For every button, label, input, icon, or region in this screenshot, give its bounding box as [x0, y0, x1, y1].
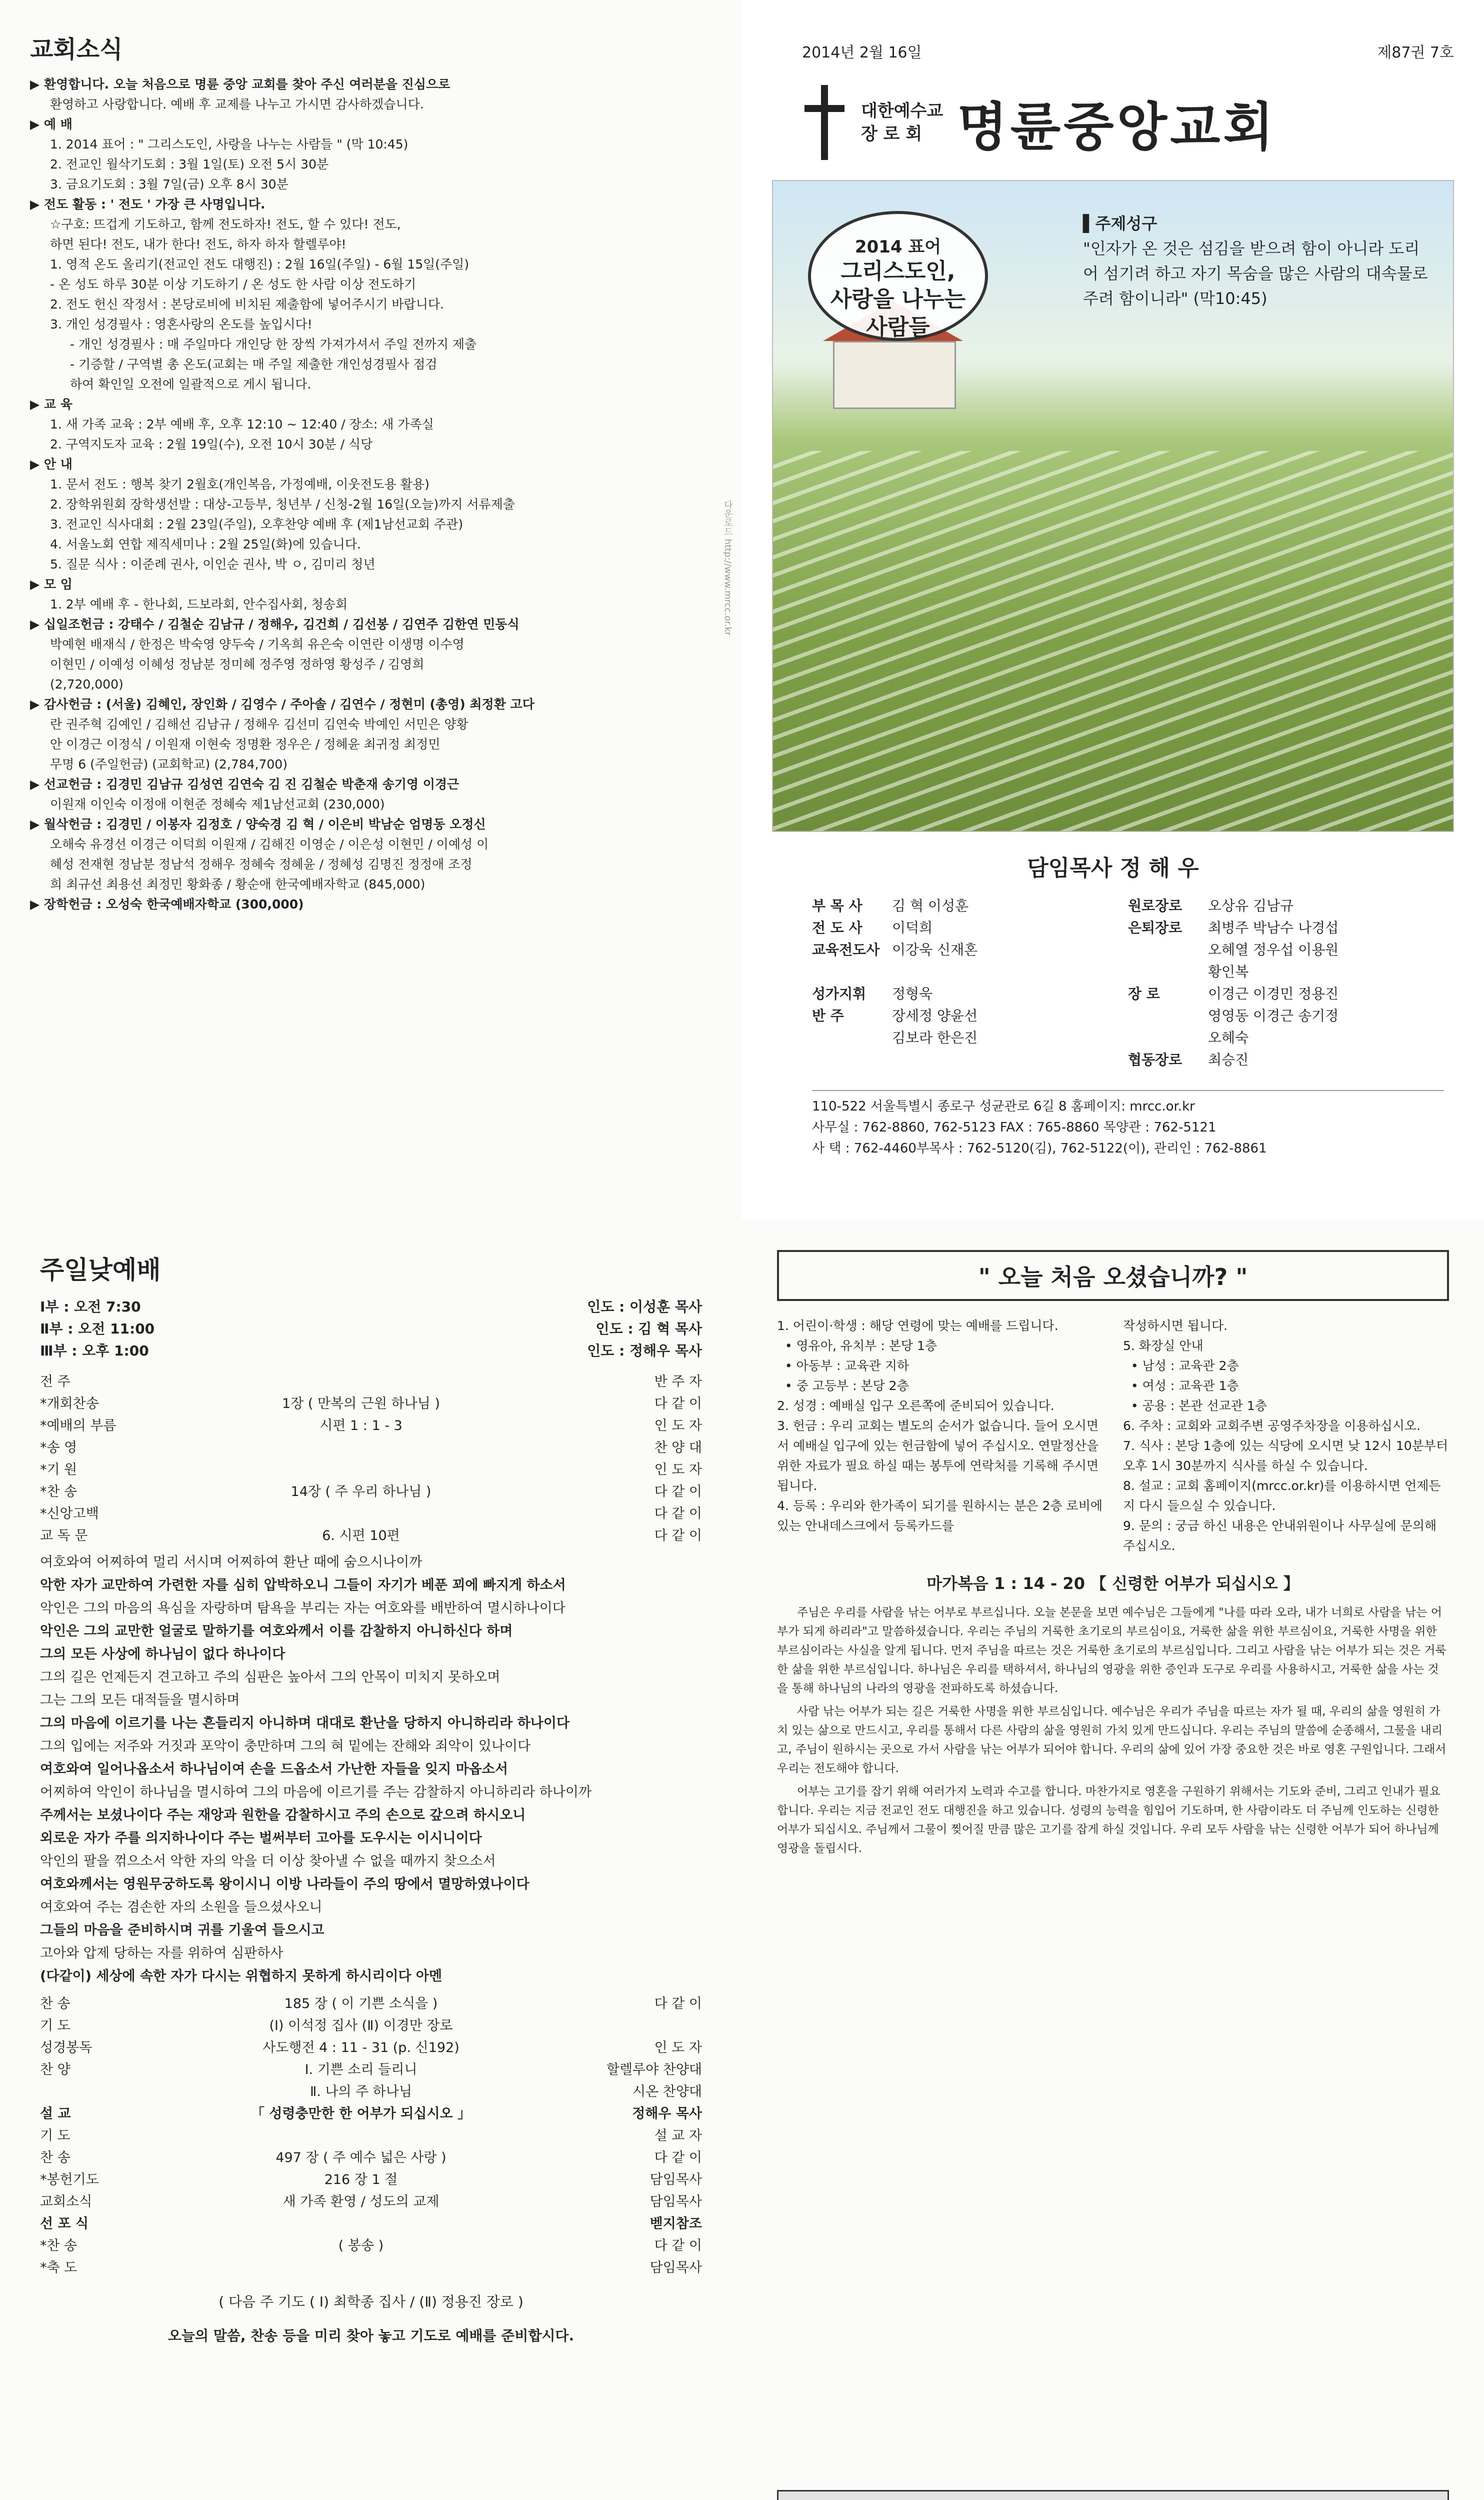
order-item: 선 포 식	[40, 2216, 89, 2232]
service-time: Ⅰ부 : 오전 7:30	[40, 1298, 141, 1315]
service-time: Ⅲ부 : 오후 1:00	[40, 1342, 149, 1359]
guide-item: 2. 성경 : 예배실 입구 오른쪽에 준비되어 있습니다.	[777, 1398, 1054, 1413]
section-title: 주일낮예배	[40, 1256, 161, 1284]
news-line: 박예현 배재식 / 한정은 박숙영 양두숙 / 기옥희 유은숙 이연란 이생명 이수영	[50, 637, 464, 652]
order-of-worship-2	[40, 1993, 702, 2279]
service-time-row	[40, 1296, 702, 1318]
reading-line: 그의 길은 언제든지 견고하고 주의 심판은 높아서 그의 안목이 미치지 못하오며	[40, 1670, 500, 1685]
order-item: *신앙고백	[40, 1506, 99, 1522]
order-row	[40, 2059, 702, 2081]
order-item: 찬 송	[40, 1996, 70, 2012]
order-row	[40, 1503, 702, 1525]
staff-row	[812, 983, 1444, 1005]
news-line: ☆구호: 뜨겁게 기도하고, 함께 전도하자! 전도, 할 수 있다! 전도,	[50, 217, 401, 232]
staff-role: 반 주	[812, 1008, 844, 1024]
section-title: 교회소식	[30, 36, 123, 64]
senior-pastor: 담임목사 정 해 우	[1027, 856, 1199, 881]
motto-badge: 2014 표어 그리스도인, 사랑을 나누는 사람들	[808, 211, 988, 341]
order-row	[40, 2257, 702, 2279]
order-leader: 찬 양 대	[654, 1440, 702, 1456]
guide-item: • 아동부 : 교육관 지하	[777, 1358, 910, 1373]
church-header	[802, 80, 1454, 165]
order-leader: 정해우 목사	[632, 2106, 702, 2122]
news-line: 1. 2부 예배 후 - 한나회, 드보라회, 안수집사회, 청송회	[50, 597, 348, 612]
next-prayer: ( 다음 주 기도 ( Ⅰ) 최학종 집사 / (Ⅱ) 정용진 장로 )	[218, 2294, 524, 2310]
order-detail: Ⅰ. 기쁜 소리 들리니	[304, 2062, 418, 2078]
staff-names: 이덕희	[892, 920, 933, 936]
staff-role	[812, 961, 892, 983]
order-item: *송 영	[40, 1440, 78, 1456]
news-line: ▶ 환영합니다. 오늘 처음으로 명륜 중앙 교회를 찾아 주신 여러분을 진심으로	[30, 77, 450, 92]
order-detail: 1장 ( 만복의 근원 하나님 )	[282, 1396, 440, 1412]
news-line: 1. 문서 전도 : 행복 찾기 2월호(개인복음, 가정예배, 이웃전도용 활용)	[50, 477, 430, 492]
cross-logo-icon	[802, 85, 847, 160]
denomination: 대한예수교 장 로 회	[861, 101, 944, 144]
news-line: 혜성 전재현 정남분 정남석 정해우 정혜숙 정혜윤 / 정혜성 김명진 정정애 조정	[50, 857, 472, 872]
sermon-paragraph: 어부는 고기를 잡기 위해 여러가지 노력과 수고를 합니다. 마찬가지로 영혼을 구원하기 위해서는 기도와 준비, 그리고 인내가 필요합니다. 우리는 지금 전교인 전도 대행진을 하고 있습니다. 성령의 능력을 힘입어 기도하며, 한 사람이라도 더 주님께 인도하는 신령한 어부가 되십시오. 주님께서 그물이 찢어질 만큼 많은 고기를 잡게 하실 것입니다. 우리 모두 사람을 낚는 신령한 어부가 되어 하나님께 영광을 돌립시다.	[777, 1785, 1440, 1855]
news-line: ▶ 장학헌금 : 오성숙 한국예배자학교 (300,000)	[30, 897, 304, 912]
order-leader: 인 도 자	[654, 1462, 702, 1478]
order-detail	[150, 2257, 572, 2279]
order-item: *찬 송	[40, 2238, 78, 2254]
order-leader: 다 같 이	[654, 2238, 702, 2254]
order-row	[40, 2015, 702, 2037]
staff-names: 최승진	[1208, 1052, 1249, 1068]
staff-row	[812, 1049, 1444, 1071]
order-leader: 담임목사	[650, 2260, 702, 2276]
reading-line: 악인은 그의 마음의 욕심을 자랑하며 탐욕을 부리는 자는 여호와를 배반하여 멸시하나이다	[40, 1600, 566, 1616]
order-detail	[150, 1503, 572, 1525]
order-of-worship	[40, 1371, 702, 1547]
news-line: 하면 된다! 전도, 내가 한다! 전도, 하자 하자 할렐루야!	[50, 237, 346, 252]
staff-names: 김 혁 이성훈	[892, 898, 969, 914]
news-line: 란 권주혁 김예인 / 김해선 김남규 / 정해우 김선미 김연숙 박예인 서민은 양황	[50, 717, 468, 732]
guide-item: • 공용 : 본관 선교관 1층	[1123, 1398, 1267, 1413]
order-detail: 새 가족 환영 / 성도의 교제	[282, 2194, 440, 2210]
guide-item: 4. 등록 : 우리와 한가족이 되기를 원하시는 분은 2층 로비에 있는 안내데스크에서 등록카드를	[777, 1498, 1106, 1533]
order-item: *축 도	[40, 2260, 78, 2276]
order-row	[40, 2081, 702, 2103]
bulletin-issue: 제87권 7호	[1377, 44, 1454, 62]
service-leader: 인도 : 정해우 목사	[587, 1342, 702, 1359]
reading-line: 여호와여 일어나옵소서 하나님이여 손을 드옵소서 가난한 자들을 잊지 마옵소서	[40, 1762, 508, 1777]
guide-item: • 남성 : 교육관 2층	[1123, 1358, 1239, 1373]
order-item: 성경봉독	[40, 2040, 92, 2056]
order-detail: 시편 1 : 1 - 3	[320, 1418, 402, 1434]
news-line: ▶ 예 배	[30, 117, 72, 132]
reading-line: 악인은 그의 교만한 얼굴로 말하기를 여호와께서 이를 감찰하지 아니하신다 하며	[40, 1624, 513, 1639]
church-address: 110-522 서울특별시 종로구 성균관로 6길 8 홈페이지: mrcc.or.kr 사무실 : 762-8860, 762-5123 FAX : 765-8860 목양관 : 762-5121 사 택 : 762-4460부목사 : 762-5120(김), 762-5122(이), 관리인 : 762-8861	[812, 1090, 1444, 1159]
order-leader: 담임목사	[650, 2172, 702, 2188]
order-row	[40, 2037, 702, 2059]
staff-names: 오혜숙	[1208, 1030, 1249, 1046]
news-line: ▶ 감사헌금 : (서울) 김혜인, 장인화 / 김영수 / 주아솔 / 김연수 / 정현미 (총영) 최정환 고다	[30, 697, 534, 712]
order-detail: 216 장 1 절	[324, 2172, 398, 2188]
reading-line: 여호와여 주는 겸손한 자의 소원을 들으셨사오니	[40, 1900, 322, 1915]
order-detail: 185 장 ( 이 기쁜 소식을 )	[284, 1996, 438, 2012]
staff-row	[812, 895, 1444, 917]
theme-verse: ▌주제성구 "인자가 온 것은 섬김을 받으려 함이 아니라 도리어 섬기려 하고 자기 목숨을 많은 사람의 대속물로 주려 함이니라" (막10:45)	[1083, 214, 1428, 308]
news-line: 이원재 이인숙 이정애 이현준 정혜숙 제1남선교회 (230,000)	[50, 797, 385, 812]
order-item: 교 독 문	[40, 1528, 88, 1544]
news-line: 1. 새 가족 교육 : 2부 예배 후, 오후 12:10 ~ 12:40 / 장소: 새 가족실	[50, 417, 434, 432]
order-detail: Ⅱ. 나의 주 하나님	[310, 2084, 412, 2100]
order-detail: 사도행전 4 : 11 - 31 (p. 신192)	[262, 2040, 460, 2056]
order-detail: ( 봉송 )	[338, 2238, 384, 2254]
staff-names: 오혜열 정우섭 이용원	[1208, 942, 1339, 958]
order-detail	[150, 2213, 572, 2235]
order-item: *개회찬송	[40, 1396, 99, 1412]
sheep-flock-image	[773, 451, 1453, 831]
guide-item: • 여성 : 교육관 1층	[1123, 1378, 1239, 1393]
bulletin-cover	[742, 0, 1484, 1220]
news-line: 5. 질문 식사 : 이준례 권사, 이인순 권사, 박 ㅇ, 김미리 청년	[50, 557, 376, 572]
news-line: 1. 영적 온도 올리기(전교인 전도 대행진) : 2월 16일(주일) - 6월 15일(주일)	[50, 257, 470, 272]
service-time-row	[40, 1318, 702, 1340]
staff-role: 원로장로	[1128, 898, 1182, 914]
order-row	[40, 1371, 702, 1393]
news-line: 2. 구역지도자 교육 : 2월 19일(수), 오전 10시 30분 / 식당	[50, 437, 373, 452]
news-line: (2,720,000)	[50, 677, 124, 692]
guide-item: 8. 설교 : 교회 홈페이지(mrcc.or.kr)를 이용하시면 언제든지 다시 들으실 수 있습니다.	[1123, 1478, 1441, 1513]
reading-line: 그는 그의 모든 대적들을 멸시하며	[40, 1692, 240, 1708]
guide-item: 3. 헌금 : 우리 교회는 별도의 순서가 없습니다. 들어 오시면서 예배실 입구에 있는 헌금함에 넣어 주십시오. 연말정산을 위한 자료가 필요 하실 때는 봉투에 연락처를 기록해 주시면 됩니다.	[777, 1418, 1103, 1493]
order-leader: 다 같 이	[654, 1396, 702, 1412]
sunday-service-panel	[0, 1220, 742, 2470]
guide-item: • 영유아, 유치부 : 본당 1층	[777, 1338, 938, 1353]
order-leader: 다 같 이	[654, 2150, 702, 2166]
order-leader: 할렐루야 찬양대	[606, 2062, 702, 2078]
reading-line: 악한 자가 교만하여 가련한 자를 심히 압박하오니 그들이 자기가 베푼 꾀에 빠지게 하소서	[40, 1578, 566, 1593]
order-detail: 「 성령충만한 한 어부가 되십시오 」	[250, 2106, 472, 2122]
order-leader: 인 도 자	[654, 1418, 702, 1434]
missions-panel	[742, 2470, 1484, 2500]
sermon-paragraph: 주님은 우리를 사람을 낚는 어부로 부르십니다. 오늘 본문을 보면 예수님은 그들에게 "나를 따라 오라, 내가 너희로 사람을 낚는 어부가 되게 하리라"고 말씀하셨습니다. 우리는 주님의 거룩한 초기로의 부르심이요, 거룩한 삶을 위한 부르심이요, 거룩한 사명을 위한 부르심이라는 사실을 알게 됩니다. 먼저 주님을 따르는 것은 거룩한 초기로의 부르심입니다. 그리고 사람을 낚는 어부가 되는 것은 거룩한 삶을 위한 부르심입니다. 하나님은 우리를 택하셔서, 하나님의 영광을 위한 증인과 도구로 우리를 사용하시고, 거룩한 삶을 사는 것을 통해 하나님의 나라의 영광을 전파하도록 하셨습니다.	[777, 1606, 1446, 1695]
news-line: 1. 2014 표어 : " 그리스도인, 사랑을 나누는 사람들 " (막 10:45)	[50, 137, 408, 152]
service-times	[40, 1296, 702, 1362]
order-row	[40, 2103, 702, 2125]
news-line: 희 최규선 최용선 최정민 황화종 / 황순애 한국예배자학교 (845,000)	[50, 877, 426, 892]
responsive-reading	[40, 1552, 702, 1987]
reading-line: 어찌하여 악인이 하나님을 멸시하여 그의 마음에 이르기를 주는 감찰하지 아니하리라 하나이까	[40, 1784, 592, 1800]
staff-role: 협동장로	[1128, 1052, 1182, 1068]
bulletin-date: 2014년 2월 16일	[802, 44, 922, 62]
staff-names	[892, 961, 1128, 983]
news-line: ▶ 교 육	[30, 397, 72, 412]
staff-row	[812, 939, 1444, 961]
side-note: 다운로드 http://www.mrcc.or.kr	[722, 500, 733, 636]
order-item: 전 주	[40, 1374, 70, 1390]
staff-names: 정형욱	[892, 986, 933, 1002]
guide-item: 1. 어린이·학생 : 해당 연령에 맞는 예배를 드립니다.	[777, 1318, 1058, 1333]
staff-role	[1128, 939, 1208, 961]
news-line: ▶ 안 내	[30, 457, 72, 472]
order-leader: 담임목사	[650, 2194, 702, 2210]
news-list	[30, 74, 712, 914]
reading-line: 여호와께서는 영원무궁하도록 왕이시니 이방 나라들이 주의 땅에서 멸망하였나이다	[40, 1876, 530, 1892]
staff-row	[812, 1027, 1444, 1049]
guide-item: 9. 문의 : 궁금 하신 내용은 안내위원이나 사무실에 문의해 주십시오.	[1123, 1518, 1441, 1553]
staff-names: 김보라 한은진	[892, 1030, 978, 1046]
guide-col-left	[777, 1316, 1106, 1556]
order-row	[40, 1993, 702, 2015]
reading-line: 악인의 팔을 꺾으소서 악한 자의 악을 더 이상 찾아낼 수 없을 때까지 찾으소서	[40, 1854, 496, 1869]
order-row	[40, 2169, 702, 2191]
reading-line: 주께서는 보셨나이다 주는 재앙과 원한을 감찰하시고 주의 손으로 갚으려 하시오니	[40, 1808, 526, 1823]
news-line: ▶ 선교헌금 : 김경민 김남규 김성연 김연숙 김 진 김철순 박춘재 송기영 이경근	[30, 777, 460, 792]
cover-photo	[772, 180, 1454, 832]
prepare-note: 오늘의 말씀, 찬송 등을 미리 찾아 놓고 기도로 예배를 준비합시다.	[168, 2328, 574, 2344]
order-leader: 다 같 이	[654, 1506, 702, 1522]
staff-row	[812, 917, 1444, 939]
order-item: *예배의 부름	[40, 1418, 116, 1434]
staff-row	[812, 961, 1444, 983]
news-line: - 개인 성경필사 : 매 주일마다 개인당 한 장씩 가져가셔서 주일 전까지 제출	[70, 337, 477, 352]
news-line: 3. 개인 성경필사 : 영혼사랑의 온도를 높입시다!	[50, 317, 312, 332]
staff-role	[1128, 961, 1208, 983]
reading-line: 그의 모든 사상에 하나님이 없다 하나이다	[40, 1646, 286, 1662]
staff-role: 부 목 사	[812, 898, 862, 914]
order-row	[40, 2191, 702, 2213]
guide-item: 작성하시면 됩니다.	[1123, 1318, 1228, 1333]
order-detail	[150, 2125, 572, 2147]
news-line: ▶ 월삭헌금 : 김경민 / 이봉자 김정호 / 양숙경 김 혁 / 이은비 박남순 엄명동 오정신	[30, 817, 486, 832]
welcome-title: " 오늘 처음 오셨습니까? "	[777, 1250, 1449, 1301]
news-line: 4. 서울노회 연합 제직세미나 : 2월 25일(화)에 있습니다.	[50, 537, 361, 552]
service-time: Ⅱ부 : 오전 11:00	[40, 1320, 155, 1337]
reading-line: 그들의 마음을 준비하시며 귀를 기울여 들으시고	[40, 1922, 324, 1938]
news-line: 오해숙 유경선 이경근 이덕희 이원재 / 김해진 이영순 / 이은성 이현민 / 이예성 이	[50, 837, 489, 852]
staff-role: 교육전도사	[812, 942, 880, 958]
news-line: 2. 전교인 월삭기도회 : 3월 1일(토) 오전 5시 30분	[50, 157, 329, 172]
reading-line: (다같이) 세상에 속한 자가 다시는 위협하지 못하게 하시리이다 아멘	[40, 1968, 442, 1984]
order-detail	[150, 1459, 572, 1481]
order-item: 찬 송	[40, 2150, 70, 2166]
news-line: - 기증할 / 구역별 총 온도(교회는 매 주일 제출한 개인성경필사 점검	[70, 357, 438, 372]
order-item: 기 도	[40, 2018, 70, 2034]
order-item: *찬 송	[40, 1484, 78, 1500]
staff-names: 오상유 김남규	[1208, 898, 1294, 914]
staff-names: 장세정 양윤선	[892, 1008, 978, 1024]
order-item: 설 교	[40, 2106, 71, 2122]
order-detail: 6. 시편 10편	[322, 1528, 400, 1544]
order-leader: 시온 찬양대	[632, 2084, 702, 2100]
order-detail: 14장 ( 주 우리 하나님 )	[290, 1484, 432, 1500]
guide-item: 7. 식사 : 본당 1층에 있는 식당에 오시면 낮 12시 10분부터 오후 1시 30분까지 식사를 하실 수 있습니다.	[1123, 1438, 1452, 1473]
order-row	[40, 2235, 702, 2257]
order-leader: 다 같 이	[654, 1484, 702, 1500]
guide-col-right	[1123, 1316, 1452, 1556]
news-line: ▶ 전도 활동 : ' 전도 ' 가장 큰 사명입니다.	[30, 197, 266, 212]
order-leader: 다 같 이	[654, 1996, 702, 2012]
calendar-title	[777, 2490, 1449, 2500]
order-row	[40, 1525, 702, 1547]
reading-line: 여호와여 어찌하여 멀리 서시며 어찌하여 환난 때에 숨으시나이까	[40, 1554, 422, 1570]
order-row	[40, 2125, 702, 2147]
staff-names: 이강욱 신재혼	[892, 942, 978, 958]
news-line: - 온 성도 하루 30분 이상 기도하기 / 온 성도 한 사람 이상 전도하기	[50, 277, 416, 292]
order-leader: 인 도 자	[654, 2040, 702, 2056]
order-row	[40, 1393, 702, 1415]
barn-image	[833, 341, 956, 409]
staff-role: 성가지휘	[812, 986, 866, 1002]
welcome-panel	[742, 1220, 1484, 2470]
issue-meta	[802, 40, 1454, 62]
staff-role: 장 로	[1128, 986, 1160, 1002]
reading-line: 고아와 압제 당하는 자를 위하여 심판하사	[40, 1946, 284, 1961]
service-leader: 인도 : 김 혁 목사	[596, 1320, 702, 1337]
order-leader	[572, 2015, 702, 2037]
staff-row	[812, 1005, 1444, 1027]
sermon-title: 마가복음 1 : 14 - 20 【 신령한 어부가 되십시오 】	[926, 1574, 1300, 1593]
staff-role	[812, 1027, 892, 1049]
staff-names: 황인복	[1208, 964, 1249, 980]
news-line: ▶ 십일조헌금 : 강태수 / 김철순 김남규 / 정해우, 김건희 / 김선봉 / 김연주 김한연 민동식	[30, 617, 520, 632]
staff-role	[1128, 1027, 1208, 1049]
order-detail	[150, 1437, 572, 1459]
staff-list	[812, 895, 1444, 1071]
order-row	[40, 1437, 702, 1459]
staff-role: 전 도 사	[812, 920, 862, 936]
news-line: 3. 전교인 식사대회 : 2월 23일(주일), 오후찬양 예배 후 (제1남선교회 주관)	[50, 517, 464, 532]
reading-line: 외로운 자가 주를 의지하나이다 주는 벌써부터 고아를 도우시는 이시니이다	[40, 1830, 482, 1846]
order-item	[40, 2081, 150, 2103]
order-row	[40, 1459, 702, 1481]
news-line: 이현민 / 이예성 이혜성 정남분 정미혜 정주영 정하영 황성주 / 김영희	[50, 657, 424, 672]
order-row	[40, 1415, 702, 1437]
order-item: 찬 양	[40, 2062, 70, 2078]
order-row	[40, 1481, 702, 1503]
news-line: 환영하고 사랑합니다. 예배 후 교제를 나누고 가시면 감사하겠습니다.	[50, 97, 424, 112]
staff-role: 은퇴장로	[1128, 920, 1182, 936]
service-time-row	[40, 1340, 702, 1362]
staff-role	[1128, 1005, 1208, 1027]
staff-names	[892, 1049, 1128, 1071]
order-item: *봉헌기도	[40, 2172, 99, 2188]
order-row	[40, 2213, 702, 2235]
order-leader: 반 주 자	[654, 1374, 702, 1390]
news-line: 2. 장학위원회 장학생선발 : 대상-고등부, 청년부 / 신청-2월 16일(오늘)까지 서류제출	[50, 497, 515, 512]
reading-line: 그의 마음에 이르기를 나는 흔들리지 아니하며 대대로 환난을 당하지 아니하리라 하나이다	[40, 1716, 570, 1731]
guide-item: • 중 고등부 : 본당 2층	[777, 1378, 909, 1393]
afternoon-service-panel	[0, 2470, 742, 2500]
service-leader: 인도 : 이성훈 목사	[587, 1298, 702, 1315]
order-item: *기 원	[40, 1462, 78, 1478]
sermon-paragraph: 사람 낚는 어부가 되는 길은 거룩한 사명을 위한 부르심입니다. 예수님은 우리가 주님을 따르는 자가 될 때, 우리의 삶을 영원히 가치 있는 삶으로 만드시고, 우리를 통해서 다른 사람의 삶을 영원히 가치 있게 만드십니다. 우리는 주님의 말씀에 순종해서, 그물을 내리고, 주님이 원하시는 곳으로 가서 사람을 낚는 어부가 되어야 합니다. 우리의 삶에 있어 가장 중요한 것은 바로 영혼 구원입니다. 그래서 우리는 전도해야 합니다.	[777, 1705, 1446, 1775]
guide-item: 5. 화장실 안내	[1123, 1338, 1204, 1353]
church-name: 명륜중앙교회	[957, 96, 1277, 158]
staff-names: 영영동 이경근 송기정	[1208, 1008, 1339, 1024]
news-line: 무명 6 (주일헌금) (교회학교) (2,784,700)	[50, 757, 288, 772]
sermon-text	[777, 1603, 1449, 1858]
news-line: 하여 확인일 오전에 일괄적으로 게시 됩니다.	[70, 377, 312, 392]
news-line: 안 이경근 이정식 / 이원재 이현숙 정명환 정우은 / 정혜윤 최귀정 최정민	[50, 737, 440, 752]
reading-line: 그의 입에는 저주와 거짓과 포악이 충만하며 그의 혀 밑에는 잔해와 죄악이 있나이다	[40, 1738, 531, 1754]
order-item: 교회소식	[40, 2194, 92, 2210]
order-leader: 벧지참조	[650, 2216, 702, 2232]
welcome-guide	[777, 1316, 1452, 1556]
order-leader: 다 같 이	[654, 1528, 702, 1544]
order-row	[40, 2147, 702, 2169]
order-detail: 497 장 ( 주 예수 넓은 사랑 )	[276, 2150, 446, 2166]
church-news-panel	[0, 0, 742, 1220]
order-item: 기 도	[40, 2128, 70, 2144]
guide-item: 6. 주차 : 교회와 교회주변 공영주차장을 이용하십시오.	[1123, 1418, 1421, 1433]
order-detail	[150, 1371, 572, 1393]
order-detail: (Ⅰ) 이석정 집사 (Ⅱ) 이경만 장로	[269, 2018, 453, 2034]
news-line: 2. 전도 헌신 작정서 : 본당로비에 비치된 제출함에 넣어주시기 바랍니다.	[50, 297, 444, 312]
staff-role	[812, 1049, 892, 1071]
staff-names: 이경근 이경민 정용진	[1208, 986, 1339, 1002]
news-line: 3. 금요기도회 : 3월 7일(금) 오후 8시 30분	[50, 177, 288, 192]
order-leader: 설 교 자	[654, 2128, 702, 2144]
staff-names: 최병주 박남수 나경섭	[1208, 920, 1339, 936]
news-line: ▶ 모 임	[30, 577, 72, 592]
